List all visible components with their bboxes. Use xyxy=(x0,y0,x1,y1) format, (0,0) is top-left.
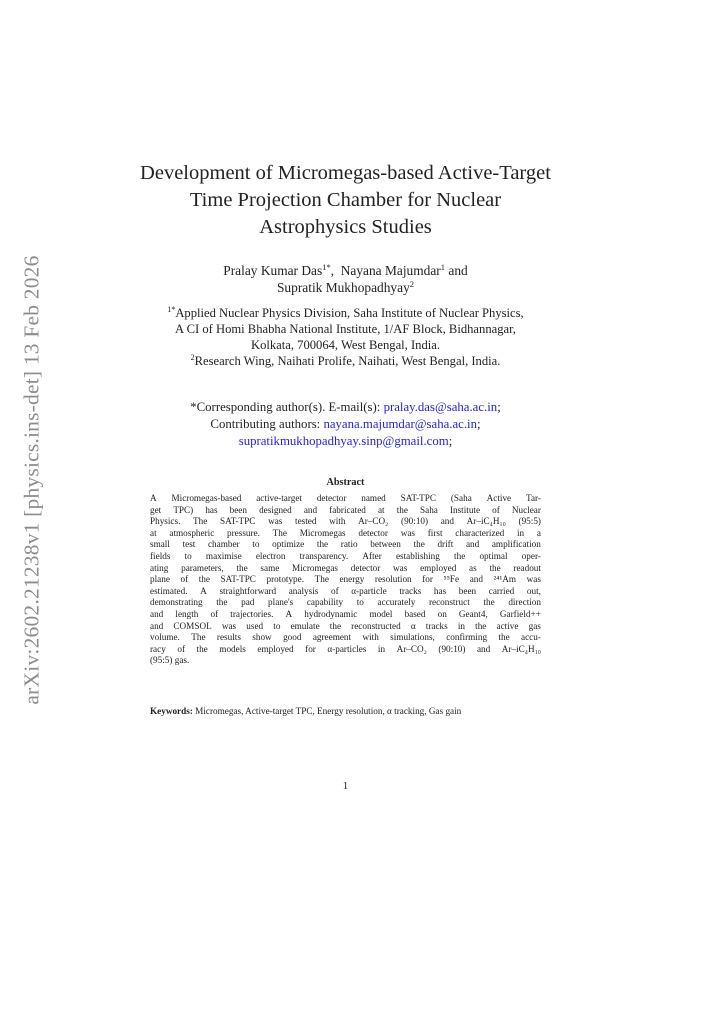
abstract-word: Ar–CO₂ xyxy=(396,643,427,654)
abstract-word: resolution xyxy=(374,574,412,585)
abstract-word: been xyxy=(458,585,477,596)
abstract-word: ating xyxy=(150,562,169,573)
abstract-word: and xyxy=(150,608,164,619)
abstract-word: the xyxy=(498,632,510,643)
abstract-line xyxy=(150,516,541,528)
abstract-word: detector xyxy=(350,562,381,573)
abstract-word: The xyxy=(272,527,287,538)
abstract-word: of xyxy=(210,608,219,619)
abstract-word: and xyxy=(469,574,483,585)
abstract-word: detector xyxy=(358,527,388,538)
correspondence-block xyxy=(120,399,571,450)
contributing-label: Contributing authors: xyxy=(210,417,324,431)
abstract-word: capability xyxy=(306,597,344,608)
abstract-word: models xyxy=(219,643,246,654)
abstract-word: was xyxy=(221,620,237,631)
arxiv-identifier: arXiv:2602.21238v1 [physics.ins-det] 13 Feb 2026 xyxy=(19,255,44,705)
abstract-line xyxy=(150,563,541,575)
abstract-word: COMSOL xyxy=(173,620,212,631)
author-name: Pralay Kumar Das xyxy=(223,263,323,278)
email-link[interactable]: supratikmukhopadhyay.sinp@gmail.com xyxy=(238,434,449,448)
abstract-line xyxy=(150,493,541,505)
abstract-word: Institute xyxy=(449,504,481,515)
abstract-word: the xyxy=(475,620,487,631)
abstract-word: show xyxy=(252,632,272,643)
abstract-word: first xyxy=(427,527,443,538)
abstract-word: parameters, xyxy=(181,562,224,573)
abstract-word: (90:10) xyxy=(401,516,429,527)
abstract-word: simulations, xyxy=(390,632,435,643)
abstract-word: results xyxy=(216,632,241,643)
abstract-word: the xyxy=(198,574,210,585)
affiliation-line: Research Wing, Naihati Prolife, Naihati, West Bengal, India. xyxy=(194,354,501,368)
keywords-text: Micromegas, Active-target TPC, Energy resolution, α tracking, Gas gain xyxy=(195,706,462,716)
abstract-word: Tar- xyxy=(525,493,541,503)
abstract-word: the xyxy=(316,539,329,550)
separator: ; xyxy=(448,434,453,448)
abstract-word: electron xyxy=(255,550,286,561)
abstract-word: optimal xyxy=(479,550,508,561)
abstract-word: analysis xyxy=(288,585,319,596)
abstract-word: readout xyxy=(513,562,541,573)
abstract-word: has xyxy=(205,504,218,515)
abstract-word: was xyxy=(526,574,541,585)
abstract-word: the xyxy=(216,597,228,608)
abstract-word: atmospheric xyxy=(169,527,215,538)
abstract-word: plane's xyxy=(268,597,294,608)
abstract-word: (95:5) xyxy=(518,516,541,527)
author-list: Pralay Kumar Das$^{1*}$, Nayana Majumdar$^1$ and Supratik Mukhopadhyay$^2$ xyxy=(223,262,468,295)
abstract-word: of xyxy=(492,504,500,515)
abstract-word: prototype. xyxy=(266,574,305,585)
abstract-word: based xyxy=(404,608,426,619)
abstract-word: characterized xyxy=(455,527,505,538)
abstract-word: accu- xyxy=(521,632,541,643)
abstract-word: trajectories. xyxy=(230,608,274,619)
abstract-word: same xyxy=(260,562,280,573)
separator: ; xyxy=(497,400,501,414)
abstract-word: in xyxy=(516,527,525,538)
abstract-word: Nuclear xyxy=(511,504,541,515)
abstract-word: tested xyxy=(295,516,317,527)
affiliation-mark: 1* xyxy=(167,305,176,314)
abstract-word: gas xyxy=(528,620,541,631)
abstract-word: to xyxy=(356,597,364,608)
abstract-word: ⁵⁵Fe xyxy=(443,574,460,585)
abstract-word: and xyxy=(465,539,480,550)
abstract-word: to xyxy=(184,550,192,561)
abstract-word: drift xyxy=(437,539,454,550)
abstract-line xyxy=(150,574,541,586)
abstract-word: the xyxy=(196,643,208,654)
abstract-word: Micromegas xyxy=(299,527,346,538)
abstract-word: the xyxy=(413,539,425,550)
abstract-line xyxy=(150,551,541,563)
abstract-word: The xyxy=(314,574,329,585)
abstract-word: plane xyxy=(150,574,170,585)
abstract-word: tracks xyxy=(425,620,448,631)
author-name: Supratik Mukhopadhyay xyxy=(276,280,410,295)
abstract-word: fields xyxy=(150,550,171,561)
abstract-word: SAT-TPC xyxy=(220,574,256,585)
abstract-word: active-target xyxy=(256,493,302,503)
abstract-word: emulate xyxy=(290,620,320,631)
abstract-word: transparency. xyxy=(299,550,349,561)
abstract-word: oper- xyxy=(521,550,541,561)
abstract-heading: Abstract xyxy=(326,477,365,488)
abstract-word: The xyxy=(193,516,208,527)
abstract-word: Micromegas xyxy=(292,562,338,573)
abstract-word: named xyxy=(361,493,386,503)
abstract-word: direction xyxy=(508,597,541,608)
abstract-word: energy xyxy=(339,574,365,585)
abstract-word: test xyxy=(182,539,196,550)
abstract-word: After xyxy=(362,550,382,561)
abstract-word: designed xyxy=(259,504,292,515)
abstract-word: in xyxy=(457,620,466,631)
abstract-word: straightforward xyxy=(219,585,277,596)
abstract-word: α-particle xyxy=(351,585,387,596)
paper-title xyxy=(120,160,571,241)
author-name: Nayana Majumdar xyxy=(340,263,441,278)
abstract-word: to xyxy=(252,539,260,550)
abstract-word: ²⁴¹Am xyxy=(493,574,517,585)
abstract-word: the xyxy=(329,620,342,631)
separator: ; xyxy=(477,417,481,431)
abstract-word: out, xyxy=(526,585,541,596)
abstract-line xyxy=(150,528,541,540)
abstract-word: Ar–CO₂ xyxy=(358,516,389,527)
abstract-word: of xyxy=(177,643,185,654)
abstract-word: The xyxy=(191,632,206,643)
affiliation-line: Kolkata, 700064, West Bengal, India. xyxy=(250,338,441,352)
abstract-line xyxy=(150,539,541,551)
keywords-label: Keywords: xyxy=(150,706,193,716)
abstract-word: hydrodynamic xyxy=(304,608,358,619)
abstract-word: between xyxy=(370,539,401,550)
abstract-word: agreement xyxy=(312,632,352,643)
abstract-line xyxy=(150,632,541,644)
author-affiliation-mark: 1 xyxy=(440,262,446,272)
abstract-word: amplification xyxy=(491,539,541,550)
affiliations xyxy=(120,305,571,369)
abstract-word: accurately xyxy=(377,597,416,608)
abstract-word: with xyxy=(329,516,346,527)
abstract-word: A xyxy=(150,493,157,503)
abstract-word: as xyxy=(469,562,477,573)
abstract-word: detector xyxy=(316,493,347,503)
abstract-word: for xyxy=(305,643,316,654)
abstract-word: for xyxy=(422,574,433,585)
abstract-word: α-particles xyxy=(327,643,367,654)
abstract-word: Physics. xyxy=(150,516,181,527)
abstract-word: chamber xyxy=(207,539,240,550)
abstract-word: maximise xyxy=(205,550,242,561)
abstract-word: (Saha xyxy=(450,493,472,503)
abstract-word: SAT-TPC xyxy=(220,516,256,527)
abstract-word: used xyxy=(246,620,264,631)
abstract-word: and xyxy=(440,516,454,527)
abstract-word: the xyxy=(489,562,501,573)
title-line: Astrophysics Studies xyxy=(259,216,432,238)
abstract-word: and xyxy=(150,620,164,631)
abstract-line xyxy=(150,644,541,656)
abstract-word: reconstruct xyxy=(428,597,470,608)
abstract-word: TPC) xyxy=(173,504,194,515)
abstract-word: pad xyxy=(241,597,255,608)
abstract-word: Saha xyxy=(420,504,438,515)
affiliation-line: Applied Nuclear Physics Division, Saha Institute of Nuclear Physics, xyxy=(175,306,524,320)
keywords xyxy=(150,706,541,716)
abstract-line xyxy=(150,621,541,633)
abstract-word: of xyxy=(180,574,189,585)
abstract-word: pressure. xyxy=(227,527,260,538)
abstract-word: fabricated xyxy=(329,504,366,515)
abstract-word: optimize xyxy=(272,539,305,550)
abstract-word: reconstructed xyxy=(351,620,401,631)
title-line: Time Projection Chamber for Nuclear xyxy=(189,189,502,211)
abstract-word: model xyxy=(369,608,393,619)
abstract-word: and xyxy=(303,504,318,515)
affiliation-line: A CI of Homi Bhabha National Institute, 1/AF Block, Bidhannagar, xyxy=(175,322,516,336)
abstract-word: SAT-TPC xyxy=(400,493,437,503)
abstract-line xyxy=(150,505,541,517)
abstract-word: the xyxy=(483,597,495,608)
abstract-word: to xyxy=(273,620,281,631)
abstract-word: of xyxy=(330,585,339,596)
abstract-word: get xyxy=(150,504,162,515)
title-line: Development of Micromegas-based Active-Target xyxy=(140,162,551,184)
abstract-word: estimated. xyxy=(150,585,188,596)
correspondence-label: *Corresponding author(s). E-mail(s): xyxy=(190,400,384,414)
page-number: 1 xyxy=(342,780,349,792)
abstract-word: on xyxy=(437,608,447,619)
abstract-word: (90:10) xyxy=(438,643,466,654)
author-affiliation-mark: 2 xyxy=(409,279,415,289)
abstract-word: at xyxy=(377,504,385,515)
author-conjunction: and xyxy=(448,263,468,278)
abstract-word: Garfield++ xyxy=(499,608,541,619)
abstract-word: the xyxy=(236,562,248,573)
abstract-word: establishing xyxy=(395,550,440,561)
abstract-word: a xyxy=(536,527,541,538)
abstract-word: with xyxy=(362,632,379,643)
abstract-word: good xyxy=(283,632,302,643)
abstract-word: length xyxy=(175,608,199,619)
abstract-word: Ar–iC₄H₁₀ xyxy=(501,643,541,654)
author-affiliation-mark: 1* xyxy=(322,262,331,272)
abstract-word: volume. xyxy=(150,632,180,643)
abstract-line xyxy=(150,586,541,598)
abstract-word: carried xyxy=(488,585,515,596)
abstract-line xyxy=(150,655,541,667)
abstract-word: A xyxy=(285,608,293,619)
abstract-word: ratio xyxy=(340,539,358,550)
abstract-word: at xyxy=(150,527,157,538)
abstract-word: Active xyxy=(486,493,512,503)
abstract-word: active xyxy=(496,620,519,631)
abstract-word: racy xyxy=(150,643,166,654)
abstract-word: has xyxy=(433,585,447,596)
email-link[interactable]: pralay.das@saha.ac.in xyxy=(383,400,498,414)
abstract-word: tracks xyxy=(399,585,422,596)
abstract-word: employed xyxy=(257,643,294,654)
abstract-word: the xyxy=(454,550,466,561)
abstract-word: was xyxy=(400,527,415,538)
abstract-body xyxy=(150,493,541,667)
abstract-word: A xyxy=(200,585,207,596)
abstract-word: demonstrating xyxy=(150,597,203,608)
abstract-word: been xyxy=(229,504,247,515)
abstract-word: employed xyxy=(420,562,457,573)
abstract-word: confirming xyxy=(446,632,488,643)
abstract-word: small xyxy=(150,539,170,550)
arxiv-identifier-stamp xyxy=(16,255,48,705)
email-link[interactable]: nayana.majumdar@saha.ac.in xyxy=(323,417,478,431)
abstract-word: Micromegas-based xyxy=(171,493,242,503)
affiliation-mark: 2 xyxy=(190,353,195,362)
abstract-word: was xyxy=(268,516,283,527)
abstract-word: the xyxy=(396,504,408,515)
abstract-word: in xyxy=(377,643,386,654)
abstract-word: gas. xyxy=(174,655,190,666)
abstract-word: α xyxy=(410,620,416,631)
abstract-word: and xyxy=(476,643,491,654)
abstract-word: was xyxy=(393,562,408,573)
abstract-word: (95:5) xyxy=(150,655,175,666)
abstract-line xyxy=(150,609,541,621)
abstract-word: Geant4, xyxy=(458,608,488,619)
abstract-line xyxy=(150,597,541,609)
abstract-word: Ar–iC₄H₁₀ xyxy=(466,516,506,527)
